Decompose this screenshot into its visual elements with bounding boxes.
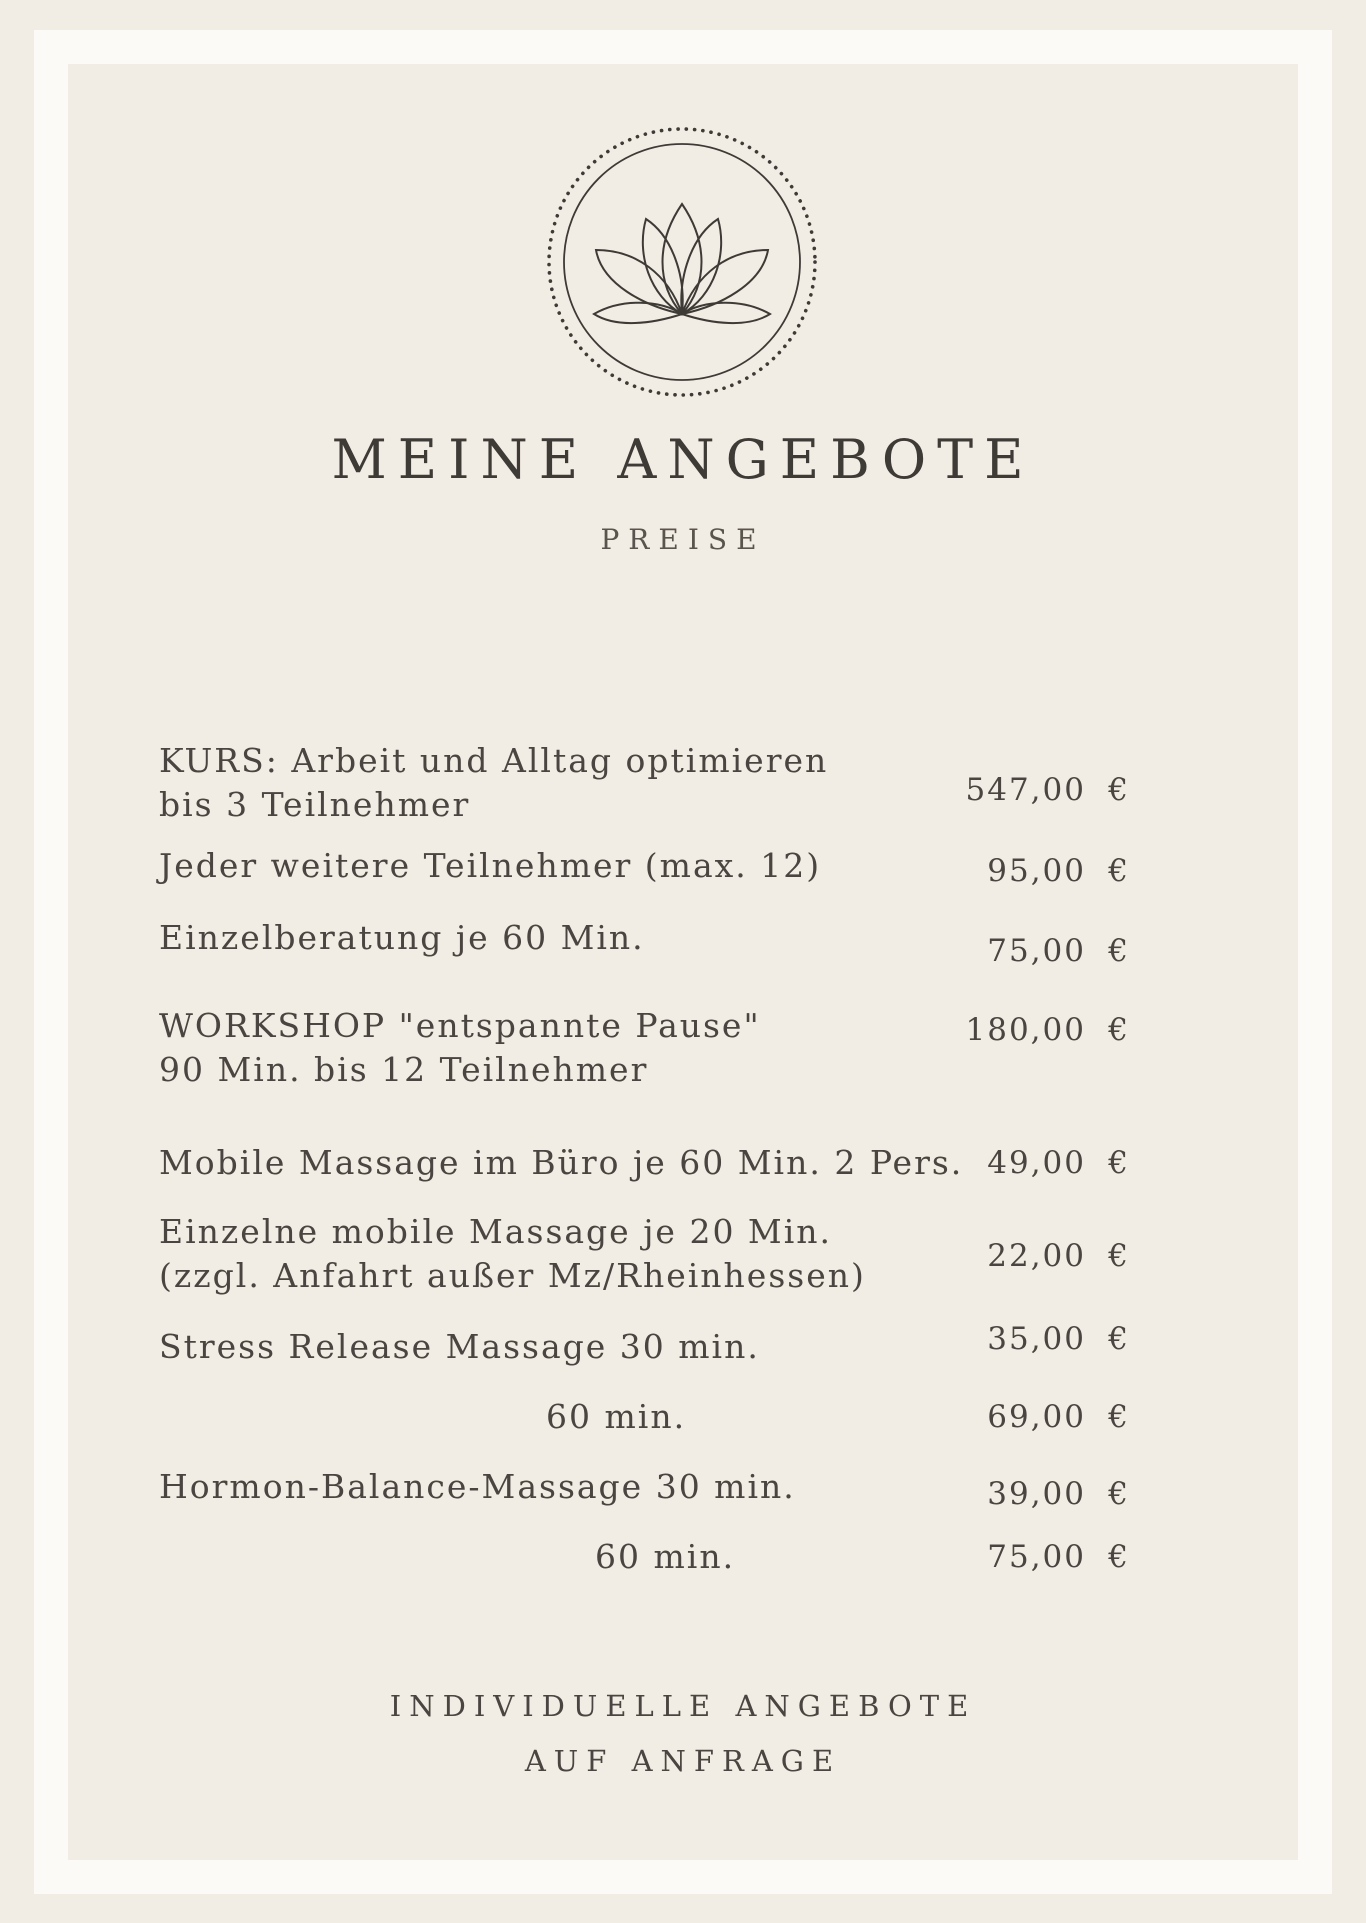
item-description: WORKSHOP "entspannte Pause" bbox=[159, 1006, 761, 1045]
item-price bbox=[930, 1008, 1130, 1052]
item-price bbox=[930, 1395, 1130, 1439]
footer-line-1: INDIVIDUELLE ANGEBOTE bbox=[389, 1689, 977, 1723]
price-value: 22,00 bbox=[987, 1238, 1086, 1274]
price-value: 547,00 bbox=[965, 772, 1086, 808]
lotus-icon bbox=[544, 124, 820, 400]
item-price bbox=[930, 1535, 1130, 1579]
currency-symbol: € bbox=[1108, 853, 1130, 889]
item-price bbox=[930, 1141, 1130, 1185]
item-description: Einzelne mobile Massage je 20 Min. bbox=[159, 1212, 833, 1251]
item-price bbox=[930, 1234, 1130, 1278]
item-description: Jeder weitere Teilnehmer (max. 12) bbox=[159, 846, 822, 885]
price-value: 49,00 bbox=[987, 1145, 1086, 1181]
price-value: 95,00 bbox=[987, 853, 1086, 889]
item-description: 90 Min. bis 12 Teilnehmer bbox=[159, 1050, 649, 1089]
footer-line-2: AUF ANFRAGE bbox=[524, 1744, 842, 1778]
item-description: (zzgl. Anfahrt außer Mz/Rheinhessen) bbox=[159, 1256, 866, 1295]
currency-symbol: € bbox=[1108, 1238, 1130, 1274]
currency-symbol: € bbox=[1108, 1476, 1130, 1512]
price-value: 180,00 bbox=[965, 1012, 1086, 1048]
price-value: 39,00 bbox=[987, 1476, 1086, 1512]
item-description: Mobile Massage im Büro je 60 Min. 2 Pers. bbox=[159, 1143, 964, 1182]
item-price bbox=[930, 768, 1130, 812]
item-price bbox=[930, 849, 1130, 893]
currency-symbol: € bbox=[1108, 933, 1130, 969]
item-description: KURS: Arbeit und Alltag optimieren bbox=[159, 741, 829, 780]
item-description: bis 3 Teilnehmer bbox=[159, 785, 471, 824]
currency-symbol: € bbox=[1108, 1399, 1130, 1435]
currency-symbol: € bbox=[1108, 1321, 1130, 1357]
price-value: 69,00 bbox=[987, 1399, 1086, 1435]
price-value: 35,00 bbox=[987, 1321, 1086, 1357]
item-description: Einzelberatung je 60 Min. bbox=[159, 918, 645, 957]
currency-symbol: € bbox=[1108, 1012, 1130, 1048]
price-value: 75,00 bbox=[987, 933, 1086, 969]
currency-symbol: € bbox=[1108, 1539, 1130, 1575]
currency-symbol: € bbox=[1108, 1145, 1130, 1181]
currency-symbol: € bbox=[1108, 772, 1130, 808]
item-price bbox=[930, 929, 1130, 973]
item-description: Stress Release Massage 30 min. bbox=[159, 1327, 760, 1366]
page-subtitle: PREISE bbox=[600, 523, 766, 556]
price-value: 75,00 bbox=[987, 1539, 1086, 1575]
item-price bbox=[930, 1317, 1130, 1361]
item-description: Hormon-Balance-Massage 30 min. bbox=[159, 1467, 796, 1506]
item-price bbox=[930, 1472, 1130, 1516]
page-title: MEINE ANGEBOTE bbox=[331, 428, 1035, 491]
item-description: 60 min. bbox=[546, 1397, 687, 1436]
item-description: 60 min. bbox=[595, 1537, 736, 1576]
